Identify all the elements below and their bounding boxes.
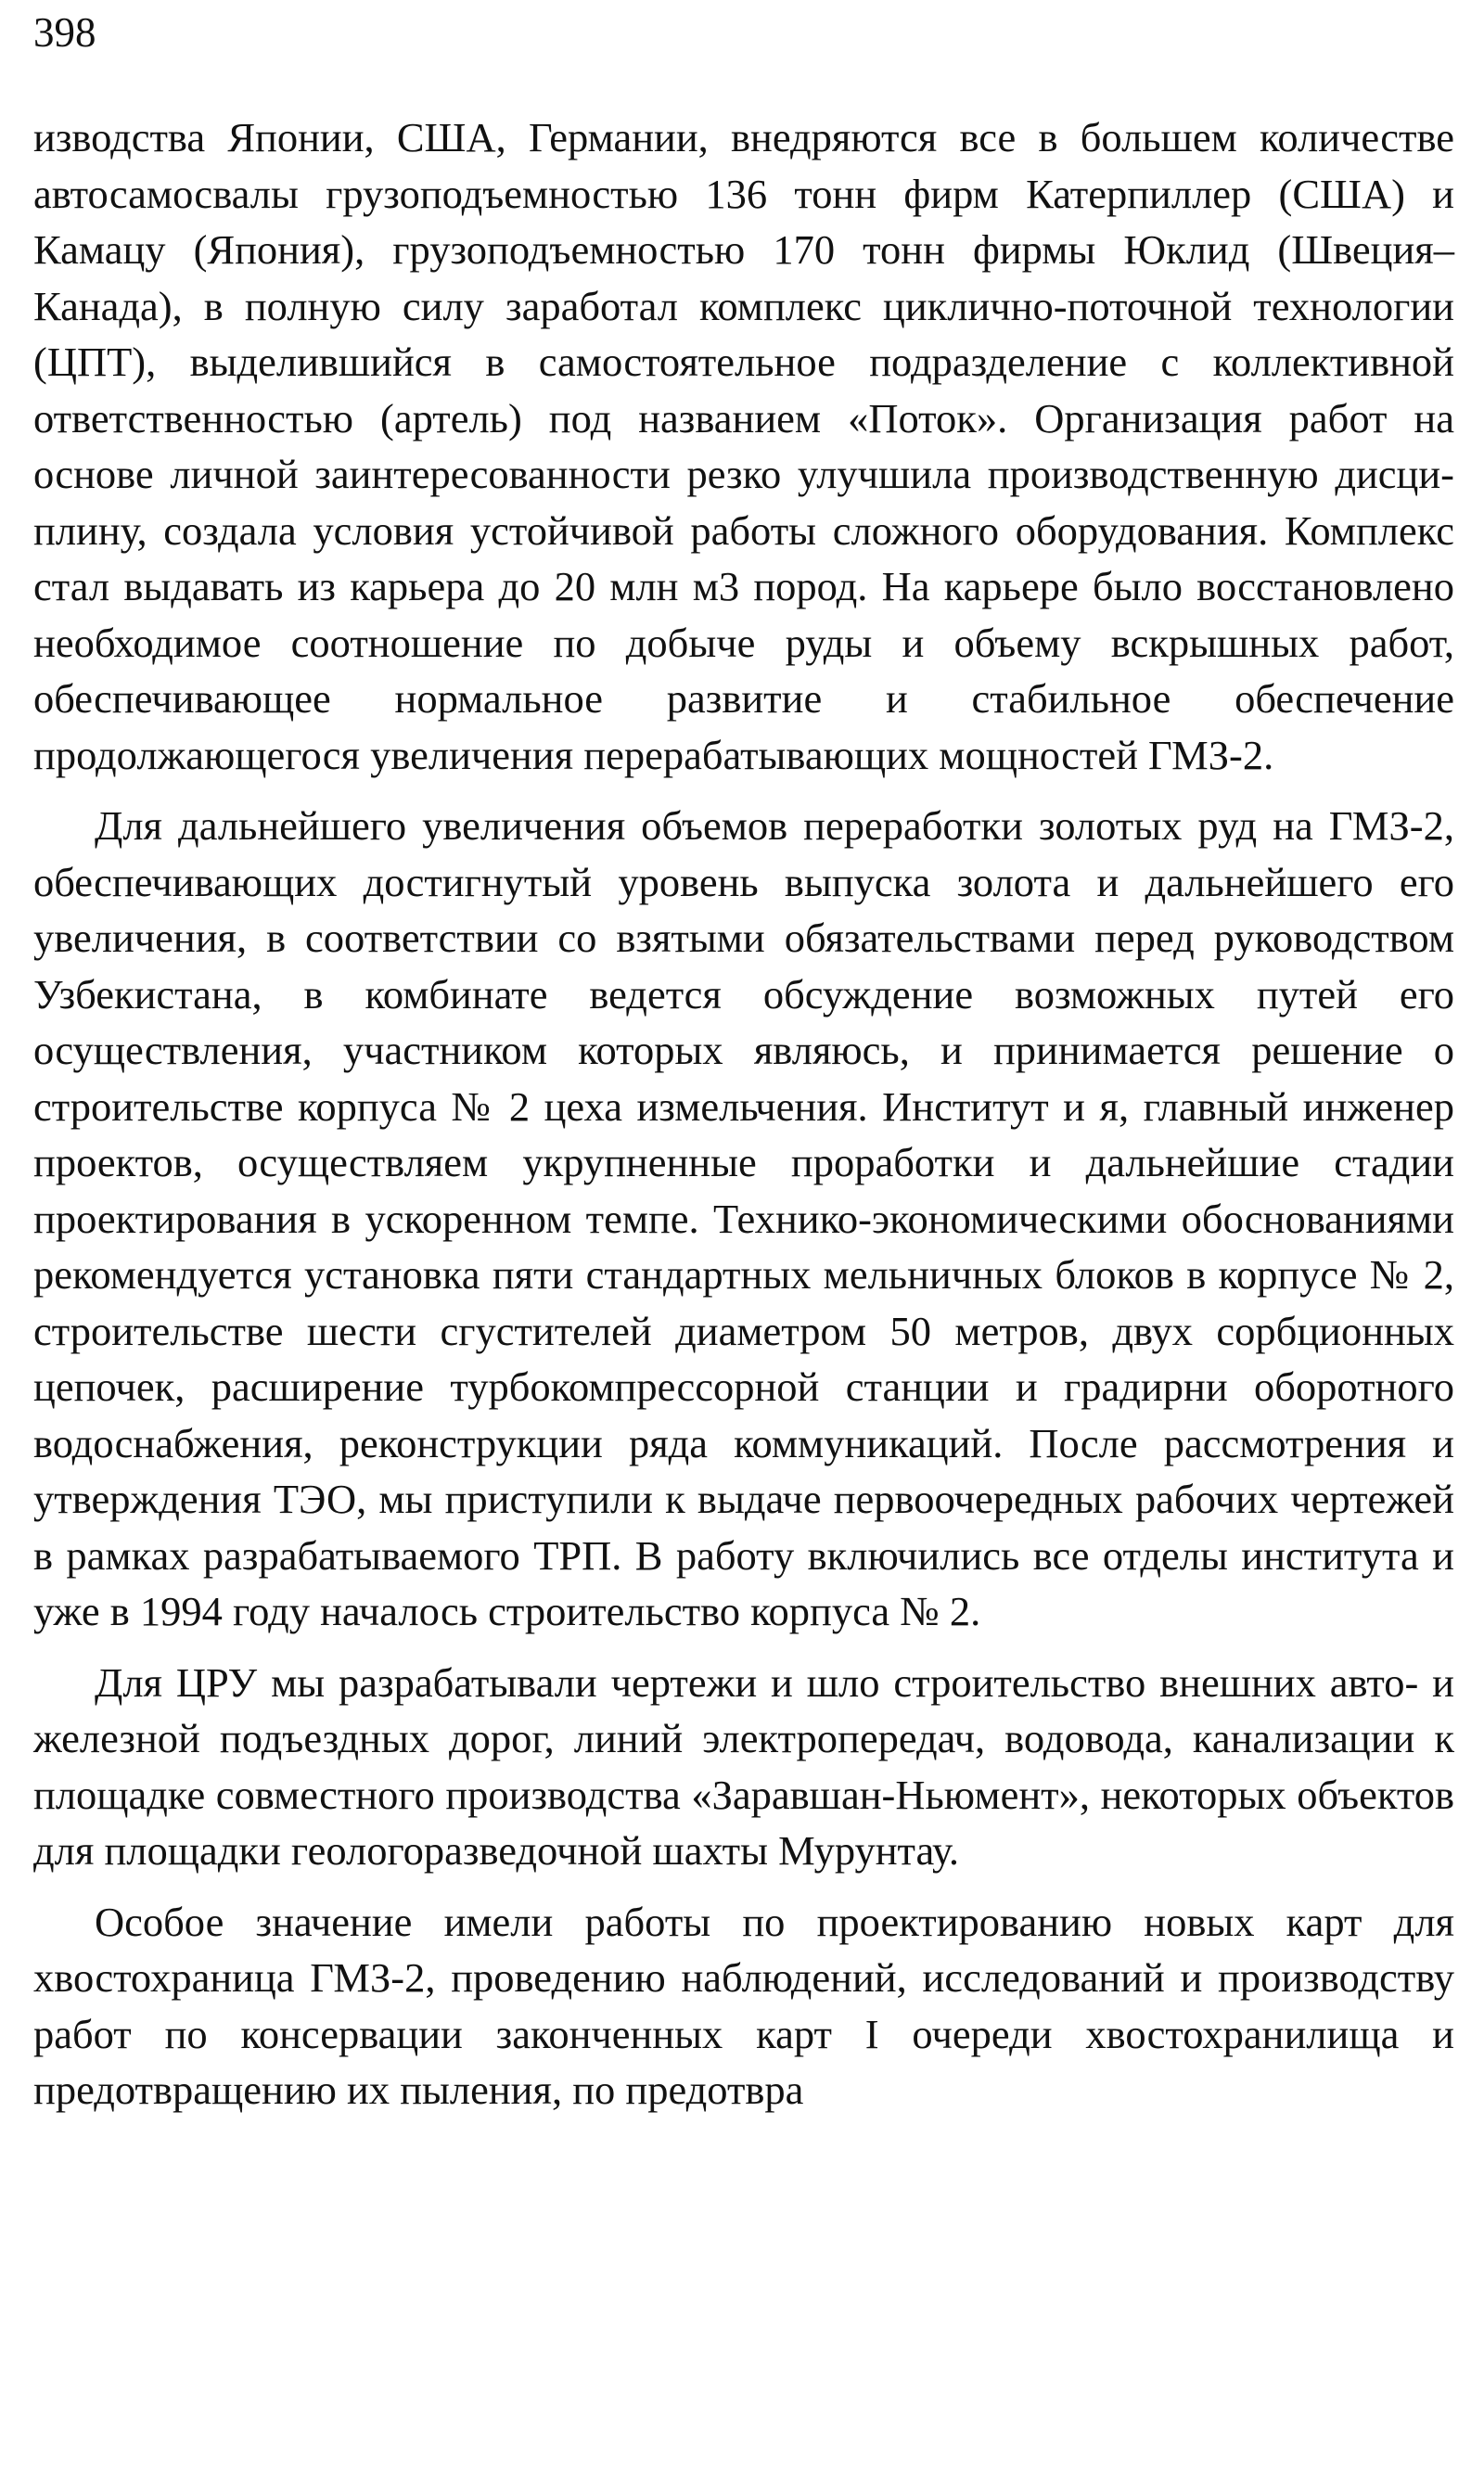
page-number: 398 <box>33 9 96 56</box>
body-text <box>33 109 1454 2133</box>
paragraph-4: Особое значение имели работы по проектированию новых карт для хвостохраница ГМЗ-2, проведению наблюдений, исследований и производству работ по консервации законченных карт I очереди хвостохранилища и предотвращению их пыления, по предотвра <box>33 1898 1454 2113</box>
paragraph-3: Для ЦРУ мы разрабатывали чертежи и шло строительство внешних авто- и железной подъездных дорог, линий электропередач, водовода, канализации к площадке совместного производства «Заравшан-Ньюмент», некоторых объектов для площадки геологоразведочной шахты Мурунтау. <box>33 1658 1454 1874</box>
paragraph-2: Для дальнейшего увеличения объемов переработки золотых руд на ГМЗ-2, обеспечивающих достигнутый уровень выпуска золота и дальнейшего его увеличения, в соответствии со взятыми обязательствами перед руководством Узбекистана, в комбинате ведется обсуждение возможных путей его осуществления, участником которых являюсь, и принимается решение о строительстве корпуса № 2 цеха измельчения. Институт и я, главный инженер проектов, осуществляем укрупненные проработки и дальнейшие стадии проектирования в ускоренном темпе. Технико-экономическими обоснованиями рекомендуется установка пяти стандартных мельничных блоков в корпусе № 2, строительстве шести сгустителей диаметром 50 метров, двух сорбционных цепочек, расширение турбокомпрессорной станции и градирни оборотного водоснабжения, реконструкции ряда коммуникаций. После рассмотрения и утверждения ТЭО, мы приступили к выдаче первоочередных рабочих чертежей в рамках разрабатываемого ТРП. В работу включились все отделы института и уже в 1994 году началось строительство корпуса № 2. <box>33 802 1454 1634</box>
paragraph-1: изводства Японии, США, Германии, внедряются все в большем количестве автосамосвалы грузоподъемностью 136 тонн фирм Катерпиллер (США) и Камацу (Япония), грузоподъемностью 170 тонн фирмы Юклид (Швеция–Канада), в полную силу заработал комплекс циклично-поточной технологии (ЦПТ), выделившийся в самостоятельное подразделение с коллективной ответственностью (артель) под названием «Поток». Организация работ на основе личной заинтересованности резко улучшила производственную дисциплину, создала условия устойчивой работы сложного оборудования. Комплекс стал выдавать из карьера до 20 млн м3 пород. На карьере было восстановлено необходимое соотношение по добыче руды и объему вскрышных работ, обеспечивающее нормальное развитие и стабильное обеспечение продолжающегося увеличения перерабатывающих мощностей ГМЗ-2. <box>33 114 1454 778</box>
